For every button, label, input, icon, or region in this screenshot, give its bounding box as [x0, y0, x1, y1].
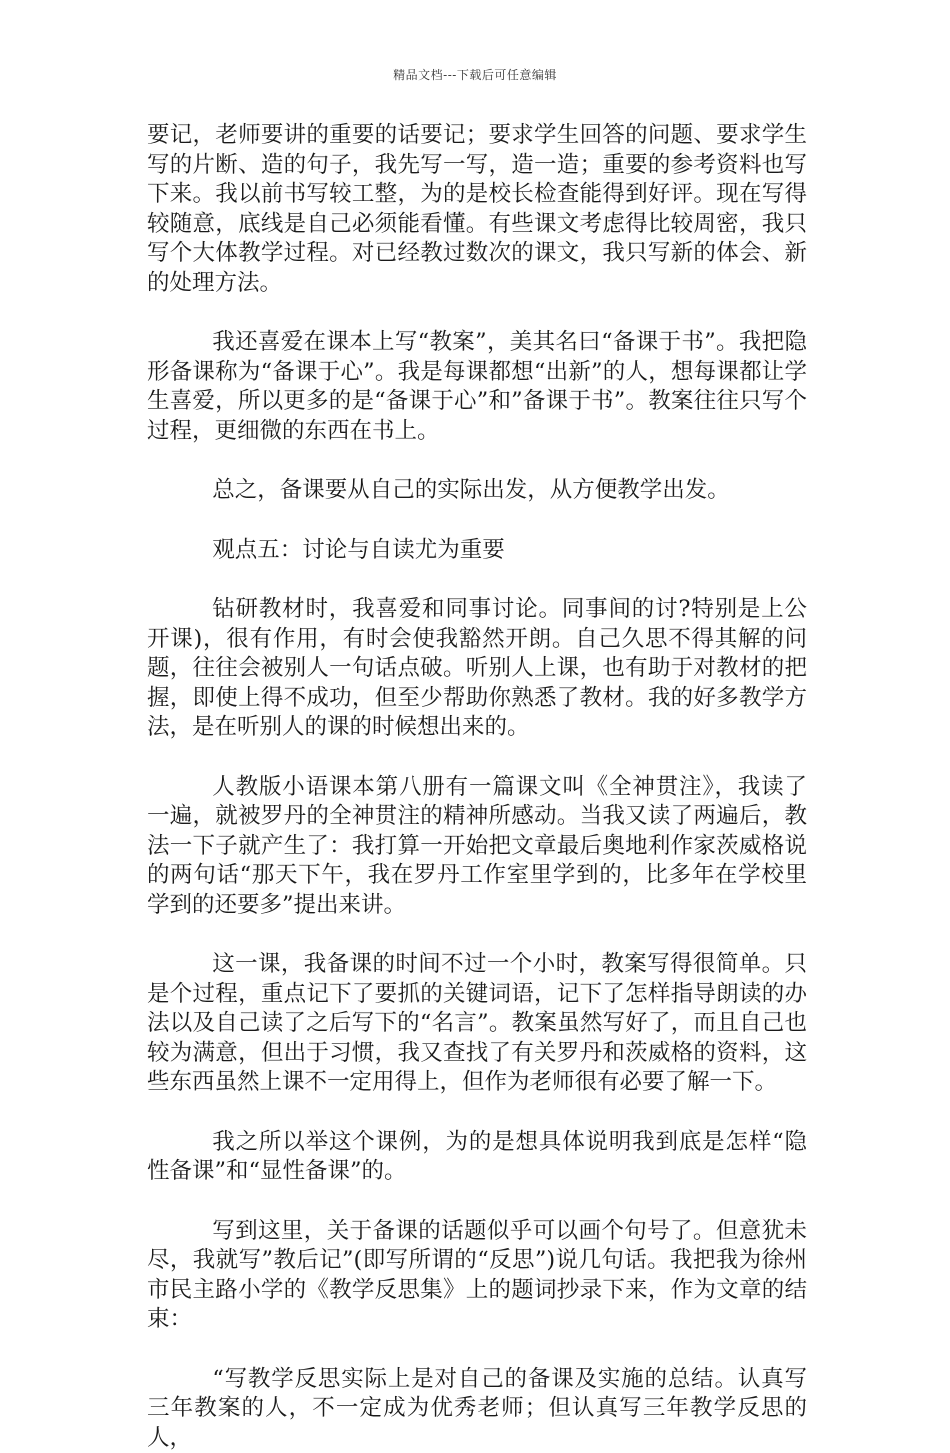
paragraph: 这一课，我备课的时间不过一个小时，教案写得很简单。只是个过程，重点记下了要抓的关键词语，记下了怎样指导朗读的办法以及自己读了之后写下的“名言”。教案虽然写好了，而且自己也较为满意，但出于习惯，我又查找了有关罗丹和茨威格的资料，这些东西虽然上课不一定用得上，但作为老师很有必要了解一下。 [147, 950, 807, 1098]
page-header: 精品文档---下载后可任意编辑 [0, 66, 950, 83]
paragraph: 人教版小语课本第八册有一篇课文叫《全神贯注》，我读了一遍，就被罗丹的全神贯注的精神所感动。当我又读了两遍后，教法一下子就产生了：我打算一开始把文章最后奥地利作家茨威格说的两句话“那天下午，我在罗丹工作室里学到的，比多年在学校里学到的还要多”提出来讲。 [147, 773, 807, 921]
paragraph: 要记，老师要讲的重要的话要记；要求学生回答的问题、要求学生写的片断、造的句子，我先写一写，造一造；重要的参考资料也写下来。我以前书写较工整，为的是校长检查能得到好评。现在写得较随意，底线是自己必须能看懂。有些课文考虑得比较周密，我只写个大体教学过程。对已经教过数次的课文，我只写新的体会、新的处理方法。 [147, 121, 807, 298]
paragraph: 写到这里，关于备课的话题似乎可以画个句号了。但意犹未尽，我就写”教后记”(即写所谓的“反思”)说几句话。我把我为徐州市民主路小学的《教学反思集》上的题词抄录下来，作为文章的结束： [147, 1217, 807, 1335]
document-body [147, 121, 807, 1453]
paragraph: 总之，备课要从自己的实际出发，从方便教学出发。 [147, 476, 807, 506]
paragraph: 我还喜爱在课本上写“教案”，美其名曰“备课于书”。我把隐形备课称为“备课于心”。我是每课都想“出新”的人，想每课都让学生喜爱，所以更多的是“备课于心”和”备课于书”。教案往往只写个过程，更细微的东西在书上。 [147, 328, 807, 446]
paragraph: “写教学反思实际上是对自己的备课及实施的总结。认真写三年教案的人，不一定成为优秀老师；但认真写三年教学反思的人， [147, 1365, 807, 1453]
paragraph: 我之所以举这个课例，为的是想具体说明我到底是怎样“隐性备课”和“显性备课”的。 [147, 1128, 807, 1187]
paragraph: 钻研教材时，我喜爱和同事讨论。同事间的讨?特别是上公开课)，很有作用，有时会使我豁然开朗。自己久思不得其解的问题，往往会被别人一句话点破。听别人上课，也有助于对教材的把握，即使上得不成功，但至少帮助你熟悉了教材。我的好多教学方法，是在听别人的课的时候想出来的。 [147, 595, 807, 743]
section-heading: 观点五：讨论与自读尤为重要 [147, 536, 807, 566]
